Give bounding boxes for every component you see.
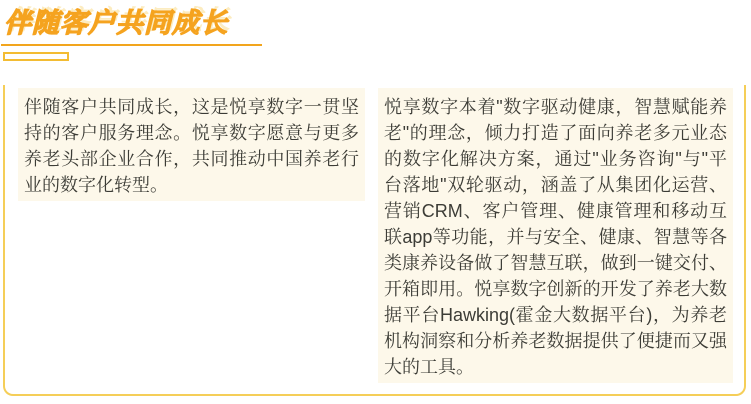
right-text-panel: 悦享数字本着"数字驱动健康，智慧赋能养老"的理念，倾力打造了面向养老多元业态的数字化解决方案，通过"业务咨询"与"平台落地"双轮驱动，涵盖了从集团化运营、营销CRM、客户管理、健康管理和移动互联app等功能，并与安全、健康、智慧等各类康养设备做了智慧互联，做到一键交付、开箱即用。悦享数字创新的开发了养老大数据平台Hawking(霍金大数据平台)，为养老机构洞察和分析养老数据提供了便捷而又强大的工具。 (378, 88, 733, 383)
title-underline (1, 44, 262, 46)
page-title: 伴随客户共同成长 (4, 8, 228, 38)
left-text-panel: 伴随客户共同成长，这是悦享数字一贯坚持的客户服务理念。悦享数字愿意与更多养老头部企业合作，共同推动中国养老行业的数字化转型。 (18, 88, 365, 201)
decorative-rectangle (3, 52, 69, 61)
